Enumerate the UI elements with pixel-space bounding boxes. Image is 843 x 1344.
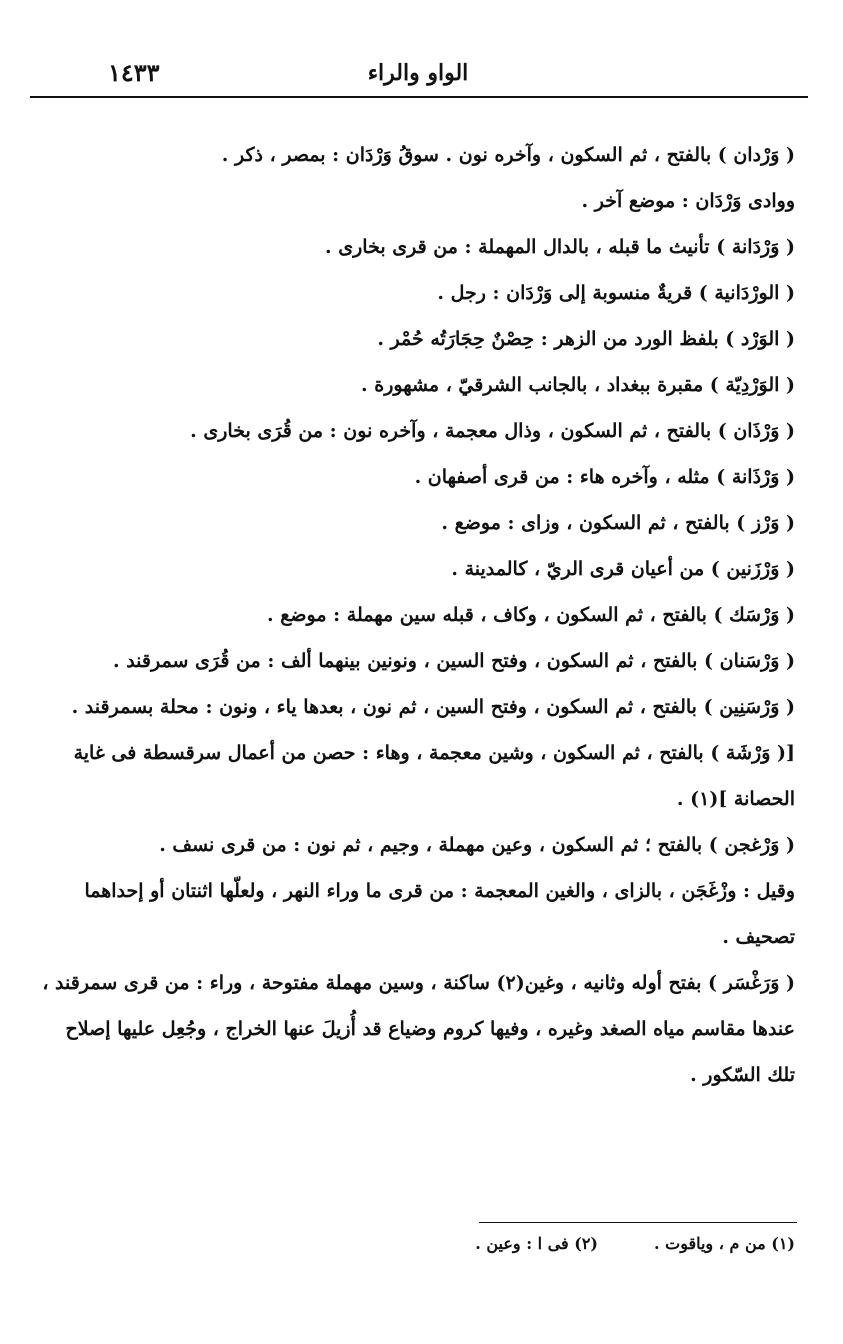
entry-warsha: [( وَرْشَة ) بالفتح ، ثم السكون ، وشين معجمة ، وهاء : حصن من أعمال سرقسطة فى غاية الحصانة ](١) . [73,742,795,810]
entry-wazghajan: وقيل : وزْغَجَن ، بالزاى ، والغين المعجمة : من قرى ما وراء النهر ، ولعلّها اثنتان أو إحداهما تصحيف . [84,880,795,948]
page-number: ١٤٣٣ [108,58,160,87]
entry-wardhana: ( وَرْذَانة ) مثله ، وآخره هاء : من قرى أصفهان . [414,466,795,488]
entry-wardan: ( وَرْدان ) بالفتح ، ثم السكون ، وآخره نون . سوقُ وَرْدَان : بمصر ، ذكر . [221,144,795,166]
footnote-rule [479,1222,797,1223]
footnotes [325,1234,795,1253]
entry-warsak: ( وَرْسَك ) بالفتح ، ثم السكون ، وكاف ، قبله سين مهملة : موضع . [267,604,795,626]
running-title: الواو والراء [367,60,469,86]
entry-warz: ( وَرْز ) بالفتح ، ثم السكون ، وزاى : موضع . [441,512,795,534]
entry-al-ward: ( الوَرْد ) بلفظ الورد من الزهر : حِصْنٌ حِجَارَتُه حُمْر . [377,328,795,350]
entry-wardana: ( وَرْدَانة ) تأنيث ما قبله ، بالدال المهملة : من قرى بخارى . [325,236,795,258]
entry-al-wardaniya: ( الورْدَانية ) قريةٌ منسوبة إلى وَرْدَان : رجل . [437,282,795,304]
header-rule [30,96,808,98]
entry-wardjan: ( وَرْغجن ) بالفتح ؛ ثم السكون ، وعين مهملة ، وجيم ، ثم نون : من قرى نسف . [159,834,795,856]
page-header [30,56,806,96]
footnote-1: (١) من م ، وياقوت . [653,1234,795,1253]
entry-warsanin: ( وَرْسَنِين ) بالفتح ، ثم السكون ، وفتح السين ، ثم نون ، بعدها ياء ، ونون : محلة بسمرقند . [71,696,795,718]
entry-warsanan: ( وَرْسَنان ) بالفتح ، ثم السكون ، وفتح السين ، ونونين بينهما ألف : من قُرَى سمرقند . [112,650,795,672]
entry-waraghsar: ( وَرَغْسَر ) بفتح أوله وثانيه ، وغين(٢) ساكنة ، وسين مهملة مفتوحة ، وراء : من قرى سمرقند ، عندها مقاسم مياه الصغد وغيره ، وفيها كروم وضياع قد أُزيلَ عنها الخراج ، وجُعِل عليها إصلاح تلك السّكور . [42,972,795,1086]
dictionary-entries [39,132,795,1098]
entry-warzanin: ( وَرْزَنين ) من أعيان قرى الريّ ، كالمدينة . [451,558,795,580]
footnote-2: (٢) فى ا : وعين . [475,1234,598,1253]
entry-wadi-wardan: ووادى وَرْدَان : موضع آخر . [581,190,795,212]
entry-al-wardiya: ( الوَرْدِيّة ) مقبرة ببغداد ، بالجانب الشرقيّ ، مشهورة . [361,374,795,396]
entry-wardhan: ( وَرْذَان ) بالفتح ، ثم السكون ، وذال معجمة ، وآخره نون : من قُرَى بخارى . [190,420,795,442]
